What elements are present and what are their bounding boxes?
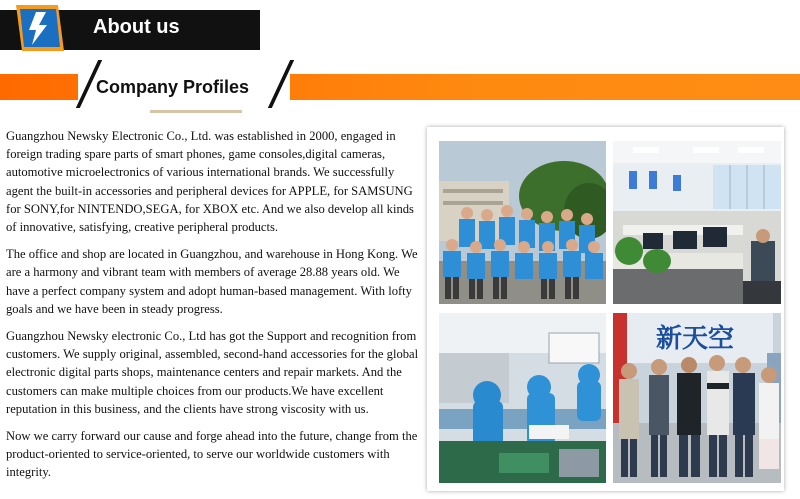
- profile-paragraph: Guangzhou Newsky Electronic Co., Ltd. was established in 2000, engaged in foreign trading spare parts of smart phones, game consoles,digital cameras, automotive microelectronics of various international brands. We successfully agent the built-in accessories and peripheral devices for APPLE, for SAMSUNG for SONY,for NINTENDO,SEGA, for XBOX etc. And we also develop all kinds of innovative, satisfying, creative peripheral products.: [6, 129, 414, 235]
- profile-paragraph: Now we carry forward our cause and forge ahead into the future, change from the product-oriented to service-oriented, to serve our worldwide customers with integrity.: [6, 429, 418, 480]
- profile-paragraph: Guangzhou Newsky electronic Co., Ltd has got the Support and recognition from customers. We supply original, assembled, second-hand accessories for the global electronic digital parts shops, maintenance centers and repair markets. And the customers can make multiple choices from our products.We have excellent reputation in this business, and the clients have strong viscosity with us.: [6, 329, 419, 416]
- office-photo: [613, 141, 781, 304]
- title-underline: [150, 110, 242, 113]
- store-photo: [613, 313, 781, 483]
- store-sign-text: 新天空: [655, 324, 735, 354]
- about-us-title: About us: [93, 16, 180, 38]
- profile-paragraph: The office and shop are located in Guangzhou, and warehouse in Hong Kong. We are a harmony and vibrant team with members of average 28.88 years old. We have a perfect company system and adopt human-based management. With lofty goals and we have been in steady progress.: [6, 247, 418, 316]
- team-photo: [439, 141, 606, 304]
- company-profiles-title: Company Profiles: [96, 77, 250, 97]
- workshop-photo: [439, 313, 606, 483]
- company-profile-text: [6, 127, 421, 491]
- lightning-logo-icon: [6, 3, 66, 53]
- photo-collage: [427, 127, 784, 491]
